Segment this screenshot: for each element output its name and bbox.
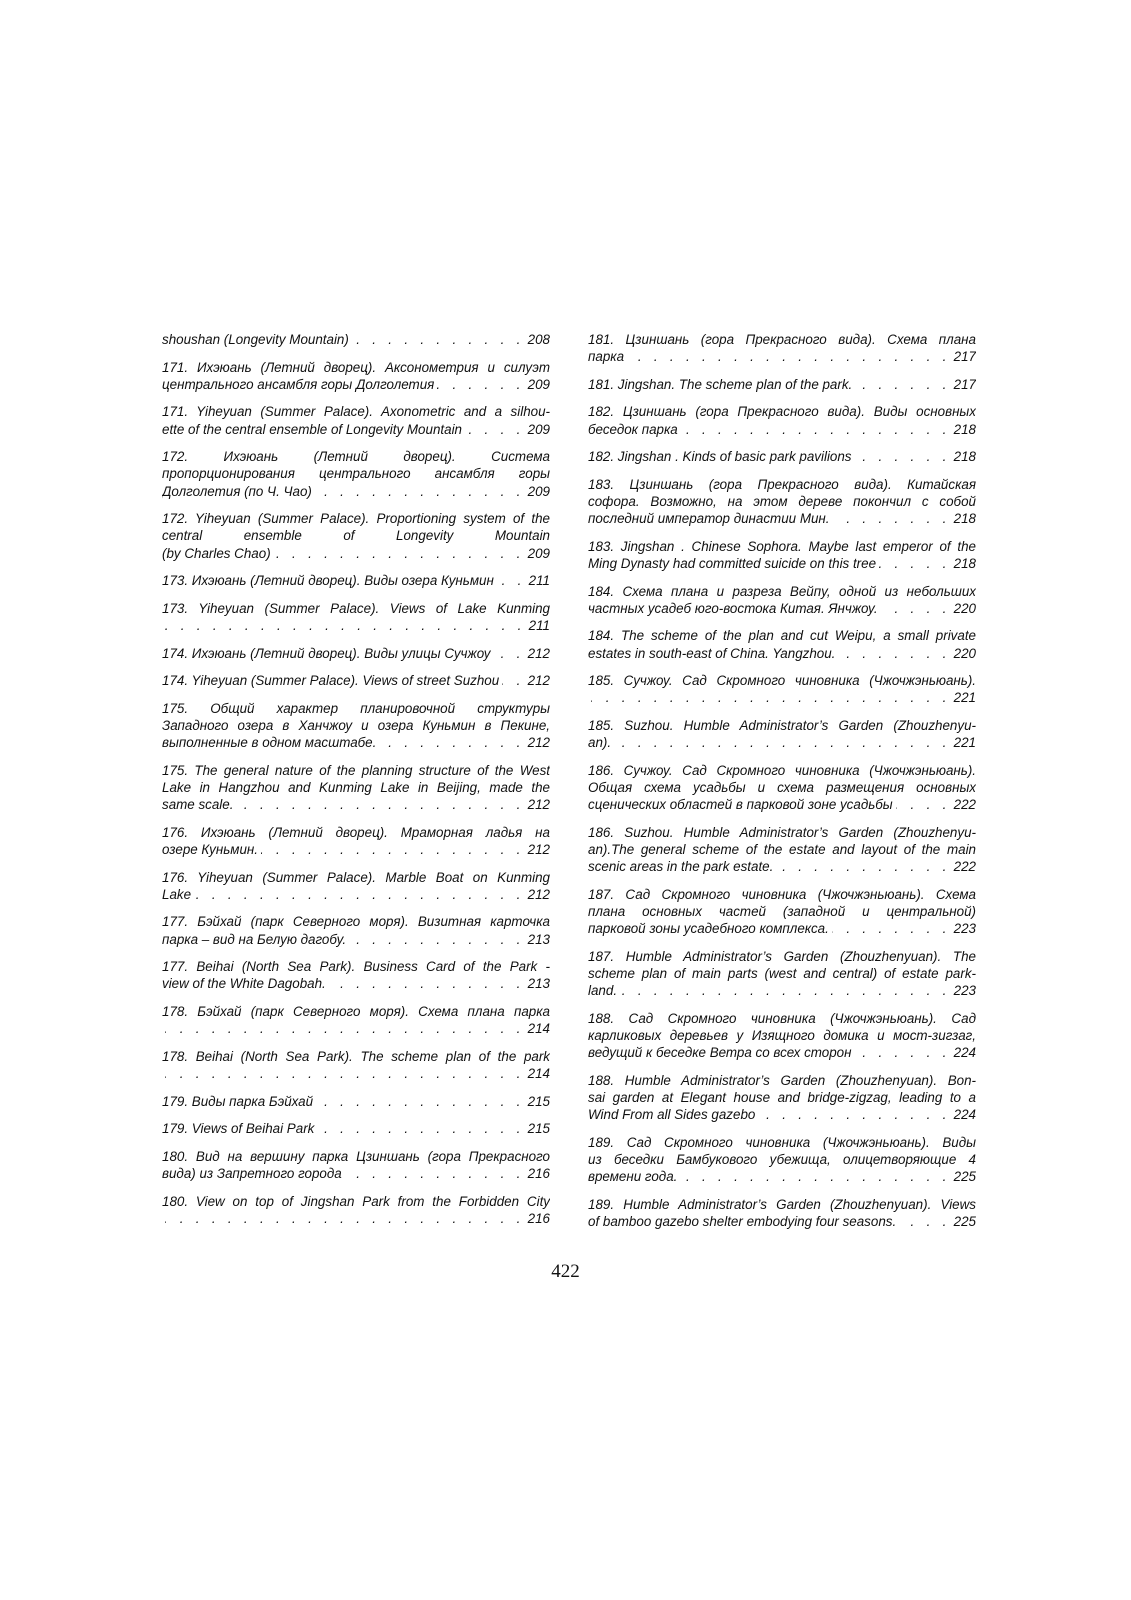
toc-entry-text: центрального ансамбля горы Долголетия: [162, 376, 435, 392]
toc-entry-text: частных усадеб юго-востока Китая. Янчжоу.: [588, 600, 878, 616]
toc-entry[interactable]: [162, 331, 550, 348]
toc-entry-page: 218: [953, 555, 976, 571]
toc-entry-text: 188. Сад Скромного чиновника (Чжочжэньюань). Сад: [588, 1010, 976, 1026]
dot-leader: [165, 1210, 525, 1227]
toc-entry-page: 223: [953, 983, 976, 999]
toc-entry-page: 208: [527, 332, 550, 347]
toc-entry-page: 212: [527, 841, 550, 857]
toc-entry-text: 188. Humble Administrator’s Garden (Zhouzhenyuan). Bon-: [588, 1072, 976, 1088]
toc-entry-text: 174. Yiheyuan (Summer Palace). Views of street Suzhou: [162, 673, 500, 689]
toc-entry[interactable]: [588, 1010, 976, 1062]
toc-entry-text: 180. View on top of Jingshan Park from the Forbidden City: [162, 1193, 550, 1209]
toc-entry-page: 217: [953, 349, 976, 365]
toc-entry-text: вида) из Запретного города: [162, 1165, 342, 1181]
toc-entry-page: 209: [527, 545, 550, 561]
toc-entry-text: 179. Views of Beihai Park: [162, 1121, 315, 1137]
dot-leader: [345, 1165, 525, 1182]
toc-entry-page: 224: [953, 1045, 976, 1061]
toc-entry[interactable]: [162, 1120, 550, 1137]
toc-entry[interactable]: [588, 1134, 976, 1186]
toc-entry-text: 173. Yiheyuan (Summer Palace). Views of Lake Kunming: [162, 600, 550, 616]
toc-entry-page: 213: [527, 931, 550, 947]
dot-leader: [758, 1106, 950, 1123]
toc-entry-page: 225: [953, 1169, 976, 1185]
toc-entry-page: 220: [953, 645, 976, 661]
toc-entry-text: 189. Humble Administrator’s Garden (Zhouzhenyuan). Views: [588, 1196, 976, 1212]
toc-entry-page: 218: [953, 421, 976, 437]
toc-entry-page: 209: [527, 421, 550, 437]
dot-leader: [165, 617, 526, 634]
toc-entry-page: 216: [527, 1165, 550, 1181]
dot-leader: [838, 645, 950, 662]
toc-entry-text: of bamboo gazebo shelter embodying four seasons.: [588, 1213, 897, 1229]
toc-column-left: [162, 331, 550, 1237]
toc-entry-text: 184. Схема плана и разреза Вейпу, одной из небольших: [588, 583, 976, 599]
dot-leader: [614, 734, 951, 751]
toc-entry-page: 215: [527, 1093, 550, 1109]
toc-entry-page: 209: [527, 376, 550, 392]
dot-leader: [591, 689, 951, 706]
toc-entry-page: 209: [527, 483, 550, 499]
toc-entry-text: 183. Jingshan . Chinese Sophora. Maybe last emperor of the: [588, 538, 976, 554]
toc-entry-text: пропорционирования центрального ансамбля горы: [162, 466, 550, 482]
toc-column-right: [588, 331, 976, 1241]
toc-entry[interactable]: [588, 538, 976, 572]
toc-entry-text: Wind From all Sides gazebo: [588, 1107, 756, 1123]
toc-entry-page: 221: [953, 690, 976, 706]
toc-entry[interactable]: [588, 886, 976, 938]
dot-leader: [315, 483, 525, 500]
toc-entry-page: 212: [527, 797, 550, 813]
dot-leader: [855, 1044, 951, 1061]
toc-entry-text: 175. Общий характер планировочной структуры: [162, 700, 550, 716]
dot-leader: [879, 555, 951, 572]
toc-entry-text: same scale.: [162, 797, 234, 813]
toc-entry-text: ведущий к беседке Ветра со всех сторон: [588, 1045, 852, 1061]
page-number: 422: [551, 1261, 580, 1282]
toc-entry-text: Lake in Hangzhou and Kunming Lake in Beijing, made the: [162, 779, 550, 795]
toc-entry-text: 173. Ихэюань (Летний дворец). Виды озера Куньмин: [162, 573, 494, 589]
toc-entry-text: парка – вид на Белую дагобу.: [162, 931, 347, 947]
toc-entry-text: 178. Beihai (North Sea Park). The scheme plan of the park: [162, 1048, 550, 1064]
toc-entry-text: 174. Ихэюань (Летний дворец). Виды улицы Сучжоу: [162, 645, 491, 661]
toc-entry-text: 181. Jingshan. The scheme plan of the park.: [588, 376, 853, 392]
toc-entry-text: Общая схема усадьбы и схема размещения основных: [588, 779, 976, 795]
toc-entry[interactable]: [588, 627, 976, 661]
toc-entry-text: an).The general scheme of the estate and layout of the main: [588, 841, 976, 857]
toc-entry[interactable]: [162, 1193, 550, 1227]
dot-leader: [627, 348, 951, 365]
toc-entry-text: 180. Вид на вершину парка Цзиншань (гора Прекрасного: [162, 1148, 550, 1164]
toc-entry-page: 213: [527, 976, 550, 992]
toc-entry[interactable]: [588, 1072, 976, 1124]
dot-leader: [833, 510, 951, 527]
toc-entry-page: 222: [953, 859, 976, 875]
toc-entry-text: плана основных частей (западной и центральной): [588, 903, 976, 919]
dot-leader: [881, 600, 951, 617]
toc-entry-text: shoushan (Longevity Mountain): [162, 332, 349, 347]
dot-leader: [317, 1120, 524, 1137]
dot-leader: [855, 376, 950, 393]
toc-entry-text: sai garden at Elegant house and bridge-zigzag, leading to a: [588, 1089, 976, 1105]
toc-entry-text: Долголетия (по Ч. Чао): [162, 483, 312, 499]
toc-entry-text: 189. Сад Скромного чиновника (Чжочжэньюань). Виды: [588, 1134, 976, 1150]
toc-entry-page: 225: [953, 1213, 976, 1229]
dot-leader: [896, 796, 951, 813]
toc-entry-text: 181. Цзиншань (гора Прекрасного вида). Схема плана: [588, 332, 976, 347]
toc-entry-page: 218: [953, 511, 976, 527]
toc-entry[interactable]: [162, 824, 550, 858]
toc-entry[interactable]: [162, 600, 550, 634]
toc-entry-text: 177. Бэйхай (парк Северного моря). Визитная карточка: [162, 914, 550, 930]
toc-entry-page: 212: [527, 645, 550, 661]
toc-entry-page: 211: [528, 573, 550, 589]
toc-entry-page: 212: [527, 673, 550, 689]
toc-entry-page: 217: [953, 376, 976, 392]
toc-entry-text: 186. Suzhou. Humble Administrator’s Garden (Zhouzhenyu-: [588, 824, 976, 840]
toc-entry-page: 220: [953, 600, 976, 616]
toc-entry[interactable]: [588, 672, 976, 706]
toc-entry[interactable]: [588, 717, 976, 751]
toc-entry-text: Lake: [162, 886, 192, 902]
toc-entry-text: беседок парка: [588, 421, 678, 437]
toc-entry[interactable]: [588, 448, 976, 465]
dot-leader: [352, 331, 525, 348]
toc-entry-text: сценических областей в парковой зоне усадьбы: [588, 797, 893, 813]
toc-entry-page: 224: [953, 1107, 976, 1123]
toc-entry-text: 187. Humble Administrator’s Garden (Zhouzhenyuan). The: [588, 948, 976, 964]
dot-leader: [681, 421, 951, 438]
dot-leader: [497, 572, 526, 589]
toc-entry-text: scheme plan of main parts (west and central) of estate park-: [588, 965, 976, 981]
toc-entry-text: 175. The general nature of the planning structure of the West: [162, 762, 550, 778]
toc-entry-text: 171. Yiheyuan (Summer Palace). Axonometric and a silhou-: [162, 404, 550, 420]
toc-entry[interactable]: [162, 510, 550, 562]
toc-entry[interactable]: [588, 583, 976, 617]
toc-entry-text: scenic areas in the park estate.: [588, 859, 774, 875]
dot-leader: [194, 886, 525, 903]
toc-entry[interactable]: [162, 700, 550, 752]
toc-entry-text: 176. Yiheyuan (Summer Palace). Marble Boat on Kunming: [162, 869, 550, 885]
toc-entry-text: 187. Сад Скромного чиновника (Чжочжэньюань). Схема: [588, 886, 976, 902]
toc-entry[interactable]: [162, 958, 550, 992]
toc-entry-text: выполненные в одном масштабе.: [162, 735, 377, 751]
toc-entry-text: 179. Виды парка Бэйхай: [162, 1093, 314, 1109]
dot-leader: [855, 448, 951, 465]
dot-leader: [261, 841, 525, 858]
dot-leader: [165, 1065, 525, 1082]
dot-leader: [502, 672, 524, 689]
toc-entry-page: 212: [527, 735, 550, 751]
dot-leader: [274, 545, 525, 562]
toc-entry-text: парковой зоны усадебного комплекса.: [588, 921, 829, 937]
toc-entry[interactable]: [162, 1048, 550, 1082]
toc-entry-page: 218: [953, 449, 976, 465]
dot-leader: [776, 858, 950, 875]
toc-entry-text: 185. Suzhou. Humble Administrator’s Garden (Zhouzhenyu-: [588, 717, 976, 733]
toc-entry-text: 172. Ихэюань (Летний дворец). Система: [162, 449, 550, 465]
toc-entry-text: view of the White Dagobah.: [162, 976, 326, 992]
toc-entry-text: озере Куньмин.: [162, 841, 258, 857]
dot-leader: [493, 645, 524, 662]
toc-entry-text: 183. Цзиншань (гора Прекрасного вида). Китайская: [588, 476, 976, 492]
toc-entry[interactable]: [588, 331, 976, 365]
toc-entry-text: 185. Сучжоу. Сад Скромного чиновника (Чжочжэньюань).: [588, 673, 976, 689]
toc-entry[interactable]: [588, 476, 976, 528]
dot-leader: [465, 421, 525, 438]
toc-entry[interactable]: [588, 403, 976, 437]
toc-entry[interactable]: [162, 448, 550, 500]
toc-entry-page: 214: [527, 1021, 550, 1037]
toc-entry[interactable]: [162, 572, 550, 589]
toc-entry-text: 182. Цзиншань (гора Прекрасного вида). Виды основных: [588, 404, 976, 420]
toc-entry-page: 214: [527, 1065, 550, 1081]
toc-entry-text: ette of the central ensemble of Longevity Mountain: [162, 421, 462, 437]
toc-entry[interactable]: [162, 1003, 550, 1037]
toc-entry[interactable]: [162, 762, 550, 814]
toc-entry[interactable]: [162, 359, 550, 393]
toc-entry-text: estates in south-east of China. Yangzhou.: [588, 645, 836, 661]
toc-entry-text: 178. Бэйхай (парк Северного моря). Схема плана парка: [162, 1003, 550, 1019]
toc-entry-page: 216: [527, 1210, 550, 1226]
toc-entry[interactable]: [162, 869, 550, 903]
toc-entry-page: 223: [953, 921, 976, 937]
toc-entry-page: 222: [953, 797, 976, 813]
toc-entry[interactable]: [162, 1148, 550, 1182]
dot-leader: [899, 1213, 950, 1230]
toc-entry-text: карликовых деревьев у Изящного домика и мост-зигзаг,: [588, 1027, 976, 1043]
toc-entry[interactable]: [588, 762, 976, 814]
toc-entry-text: парка: [588, 349, 625, 365]
toc-entry-text: 176. Ихэюань (Летний дворец). Мраморная ладья на: [162, 824, 550, 840]
dot-leader: [349, 931, 525, 948]
toc-entry-text: Ming Dynasty had committed suicide on this tree: [588, 555, 877, 571]
dot-leader: [620, 982, 951, 999]
dot-leader: [437, 376, 524, 393]
toc-entry-text: an).: [588, 735, 612, 751]
toc-entry[interactable]: [162, 672, 550, 689]
toc-entry-page: 215: [527, 1121, 550, 1137]
toc-entry-text: из беседки Бамбукового убежища, олицетворяющие 4: [588, 1151, 976, 1167]
toc-entry-text: 184. The scheme of the plan and cut Weipu, a small private: [588, 628, 976, 644]
dot-leader: [236, 796, 524, 813]
toc-entry-text: времени года.: [588, 1169, 678, 1185]
toc-entry-text: 171. Ихэюань (Летний дворец). Аксонометрия и силуэт: [162, 359, 550, 375]
toc-entry-text: софора. Возможно, на этом дереве покончил с собой: [588, 493, 976, 509]
toc-entry-text: Западного озера в Ханчжоу и озера Куньмин в Пекине,: [162, 717, 550, 733]
toc-entry-page: 221: [953, 735, 976, 751]
toc-entry[interactable]: [162, 1093, 550, 1110]
toc-entry-text: 172. Yiheyuan (Summer Palace). Proportioning system of the: [162, 511, 550, 527]
toc-entry-text: последний император династии Мин.: [588, 511, 830, 527]
dot-leader: [379, 734, 524, 751]
dot-leader: [165, 1020, 525, 1037]
toc-entry-text: land.: [588, 983, 618, 999]
toc-entry-text: 177. Beihai (North Sea Park). Business Card of the Park -: [162, 959, 550, 975]
dot-leader: [329, 975, 525, 992]
dot-leader: [680, 1168, 950, 1185]
toc-entry-page: 211: [528, 617, 550, 633]
toc-entry[interactable]: [588, 1196, 976, 1230]
toc-entry-text: 186. Сучжоу. Сад Скромного чиновника (Чжочжэньюань).: [588, 762, 976, 778]
dot-leader: [316, 1093, 525, 1110]
toc-entry-text: (by Charles Chao): [162, 545, 271, 561]
toc-entry[interactable]: [162, 645, 550, 662]
toc-entry[interactable]: [162, 403, 550, 437]
dot-leader: [832, 920, 951, 937]
toc-entry[interactable]: [588, 824, 976, 876]
toc-entry-text: central ensemble of Longevity Mountain: [162, 528, 550, 544]
toc-entry-text: 182. Jingshan . Kinds of basic park pavilions: [588, 449, 852, 465]
toc-entry-page: 212: [527, 886, 550, 902]
toc-entry[interactable]: [588, 948, 976, 1000]
toc-entry[interactable]: [162, 913, 550, 947]
toc-entry[interactable]: [588, 376, 976, 393]
